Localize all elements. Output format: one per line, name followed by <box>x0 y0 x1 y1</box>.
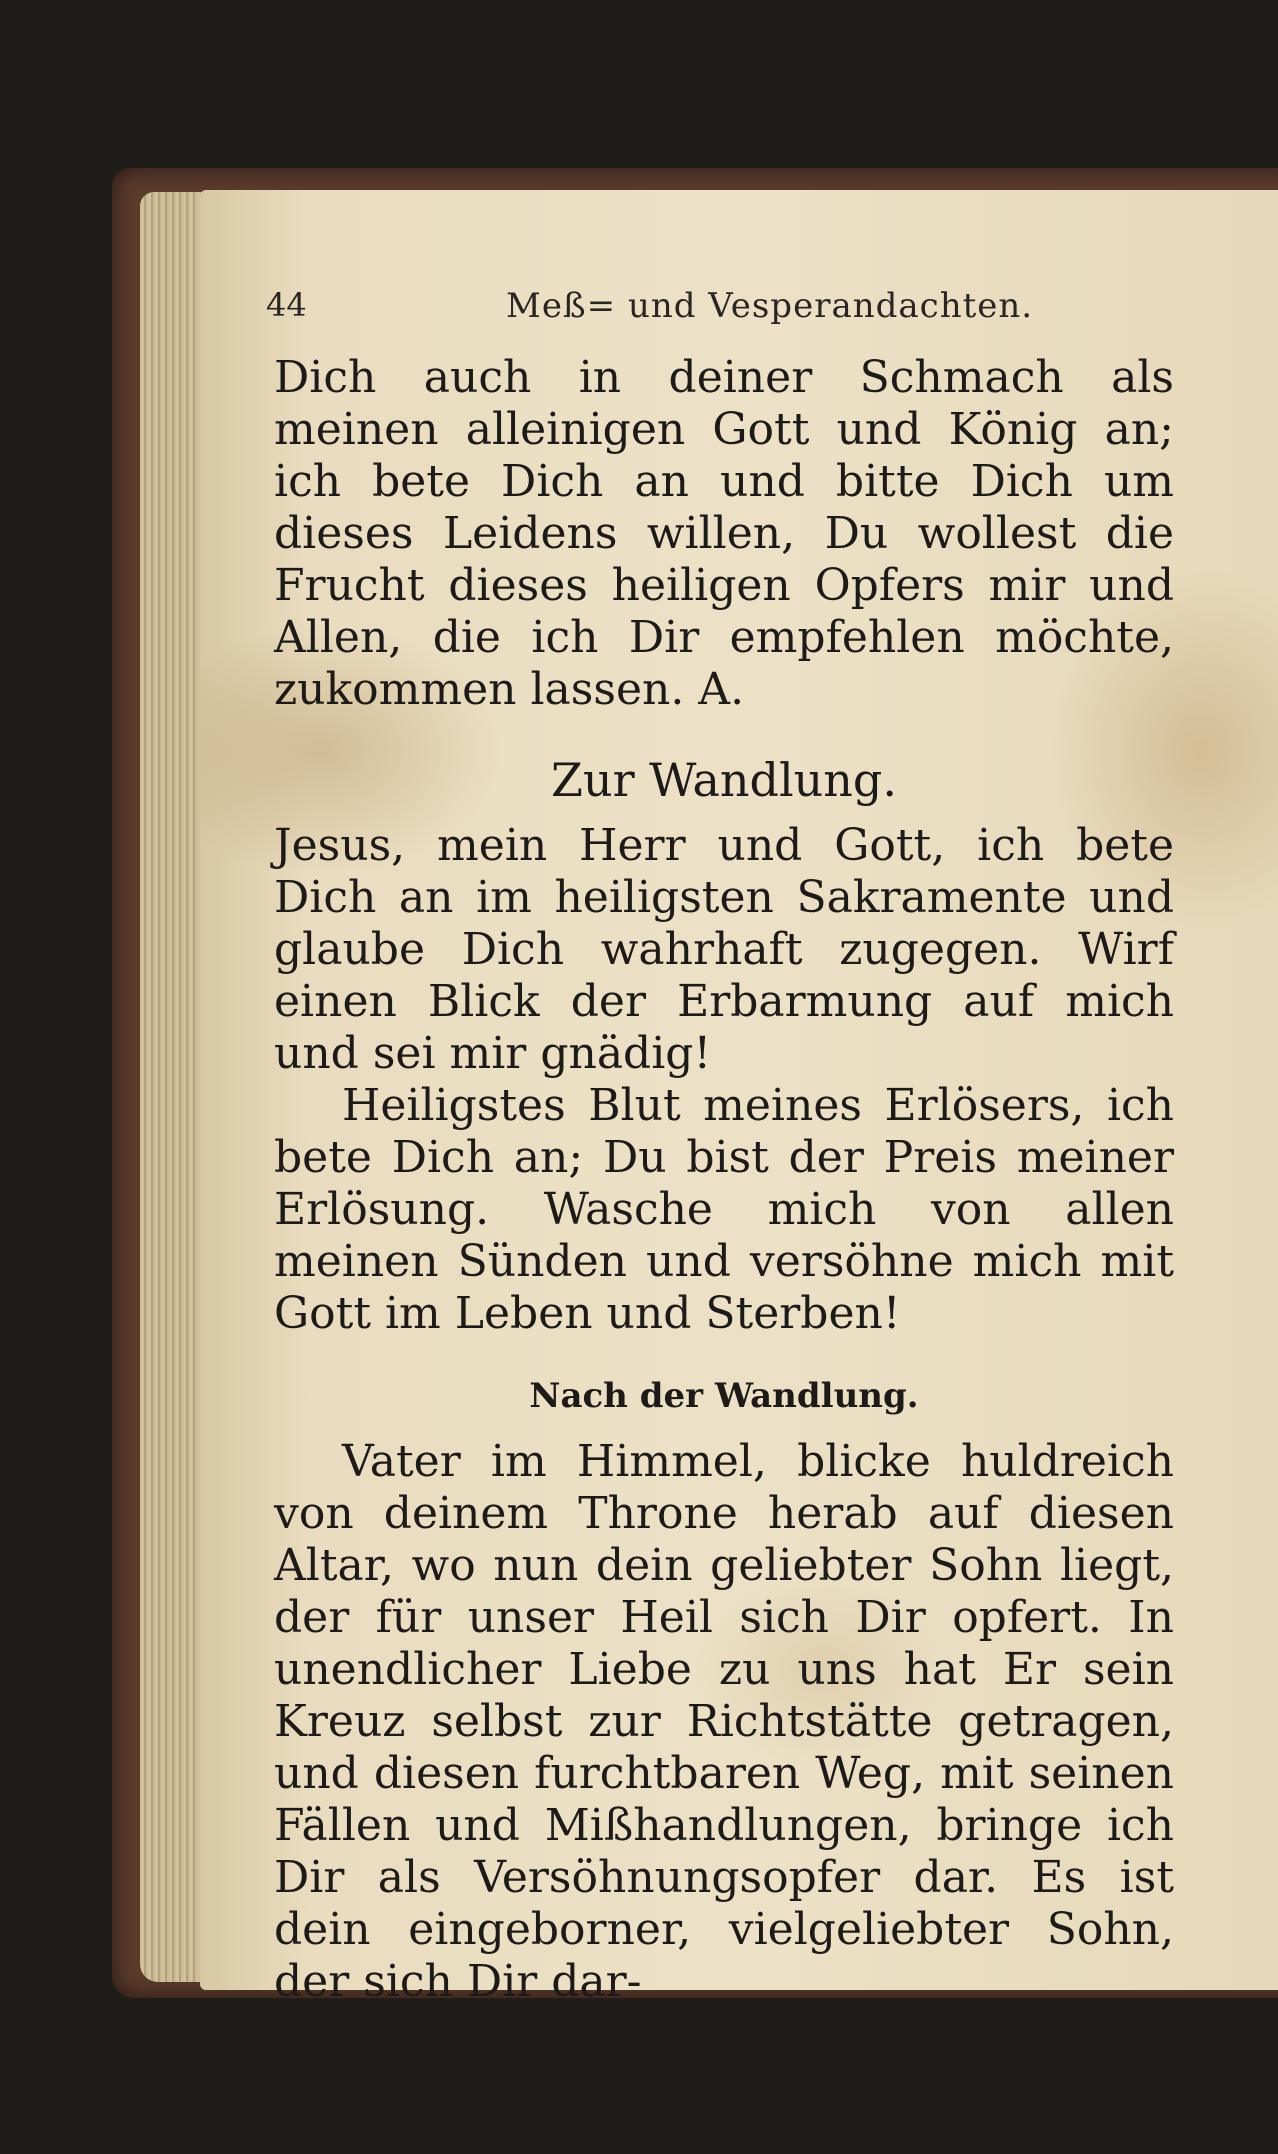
page-number: 44 <box>266 286 307 324</box>
text-block <box>274 352 1174 2008</box>
paragraph-3: Heiligstes Blut meines Erlösers, ich bete Dich an; Du bist der Preis meiner Erlösung. Wasche mich von allen meinen Sünden und versöhne mich mit Gott im Leben und Sterben! <box>274 1080 1174 1339</box>
running-title: Meß= und Vesperandachten. <box>506 286 1034 326</box>
section-heading-nach-wandlung: Nach der Wandlung. <box>529 1376 919 1416</box>
paragraph-4: Vater im Himmel, blicke huldreich von deinem Throne herab auf diesen Altar, wo nun dein geliebter Sohn liegt, der für unser Heil sich Dir opfert. In unendlicher Liebe zu uns hat Er sein Kreuz selbst zur Richtstätte getragen, und diesen furchtbaren Weg, mit seinen Fällen und Mißhandlungen, bringe ich Dir als Versöhnungsopfer dar. Es ist dein eingeborner, vielgeliebter Sohn, der sich Dir dar- <box>274 1436 1174 2007</box>
page-header <box>266 286 1166 346</box>
paragraph-1: Dich auch in deiner Schmach als meinen alleinigen Gott und König an; ich bete Dich an und bitte Dich um dieses Leidens willen, Du wollest die Frucht dieses heiligen Opfers mir und Allen, die ich Dir empfehlen möchte, zukommen lassen. A. <box>274 352 1174 715</box>
paragraph-2: Jesus, mein Herr und Gott, ich bete Dich an im heiligsten Sakramente und glaube Dich wahrhaft zugegen. Wirf einen Blick der Erbarmung auf mich und sei mir gnädig! <box>274 820 1174 1079</box>
section-heading-wandlung: Zur Wandlung. <box>550 753 897 807</box>
book-page <box>200 190 1278 2007</box>
